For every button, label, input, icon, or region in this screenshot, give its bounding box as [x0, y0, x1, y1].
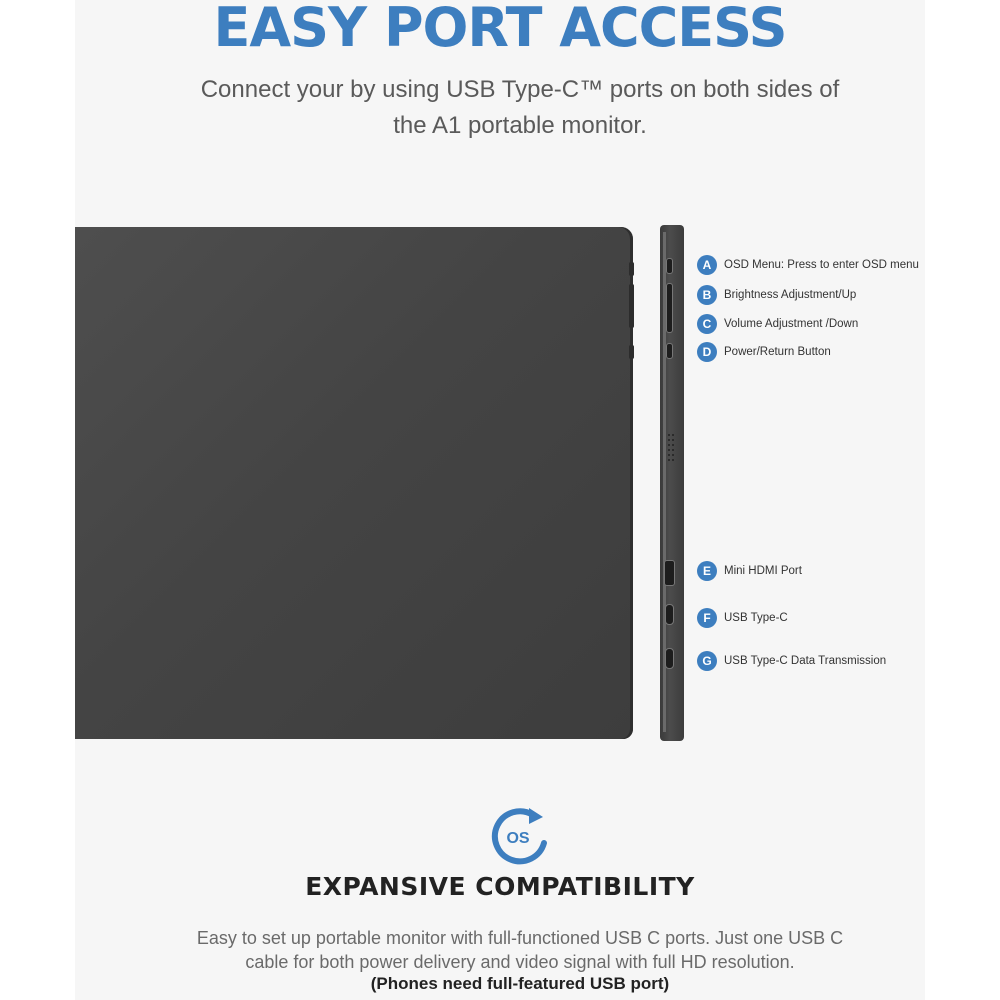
- mini-hdmi-port: [664, 560, 675, 586]
- port-label-g: [697, 650, 886, 672]
- subtitle-line-2: the A1 portable monitor.: [393, 112, 647, 139]
- port-label-text: Brightness Adjustment/Up: [724, 289, 857, 301]
- port-label-text: Volume Adjustment /Down: [724, 318, 859, 330]
- compat-text-line-1: Easy to set up portable monitor with full-functioned USB C ports. Just one USB C: [196, 928, 844, 948]
- port-label-text: OSD Menu: Press to enter OSD menu: [724, 259, 919, 271]
- badge-e: E: [697, 561, 717, 581]
- power-button: [666, 343, 673, 359]
- port-label-a: [697, 254, 919, 276]
- monitor-edge-button: [629, 262, 634, 276]
- port-label-text: USB Type-C Data Transmission: [724, 655, 887, 667]
- compat-text-line-2: cable for both power delivery and video signal with full HD resolution.: [245, 952, 795, 972]
- monitor-edge-button: [629, 284, 634, 328]
- port-label-text: Power/Return Button: [724, 346, 831, 358]
- badge-c: C: [697, 314, 717, 334]
- badge-g: G: [697, 651, 717, 671]
- badge-f: F: [697, 608, 717, 628]
- compat-note: (Phones need full-featured USB port): [370, 974, 670, 993]
- port-label-d: [697, 341, 831, 363]
- port-label-c: [697, 313, 858, 335]
- os-compatibility-icon: [489, 805, 551, 867]
- section-title: EXPANSIVE COMPATIBILITY: [305, 872, 695, 901]
- badge-a: A: [697, 255, 717, 275]
- os-icon-text: OS: [506, 830, 530, 847]
- port-label-text: Mini HDMI Port: [724, 565, 802, 577]
- usb-c-data-port: [665, 648, 674, 669]
- subtitle-line-1: Connect your by using USB Type-C™ ports on both sides of: [200, 76, 840, 103]
- badge-b: B: [697, 285, 717, 305]
- monitor-front-image: [75, 227, 633, 739]
- port-label-f: [697, 607, 788, 629]
- rocker-button: [666, 283, 673, 333]
- port-label-text: USB Type-C: [724, 612, 788, 624]
- page-title: EASY PORT ACCESS: [213, 0, 787, 59]
- osd-button: [666, 258, 673, 274]
- usb-c-port: [665, 604, 674, 625]
- port-label-e: [697, 560, 802, 582]
- port-label-b: [697, 284, 856, 306]
- badge-d: D: [697, 342, 717, 362]
- monitor-edge-button: [629, 345, 634, 359]
